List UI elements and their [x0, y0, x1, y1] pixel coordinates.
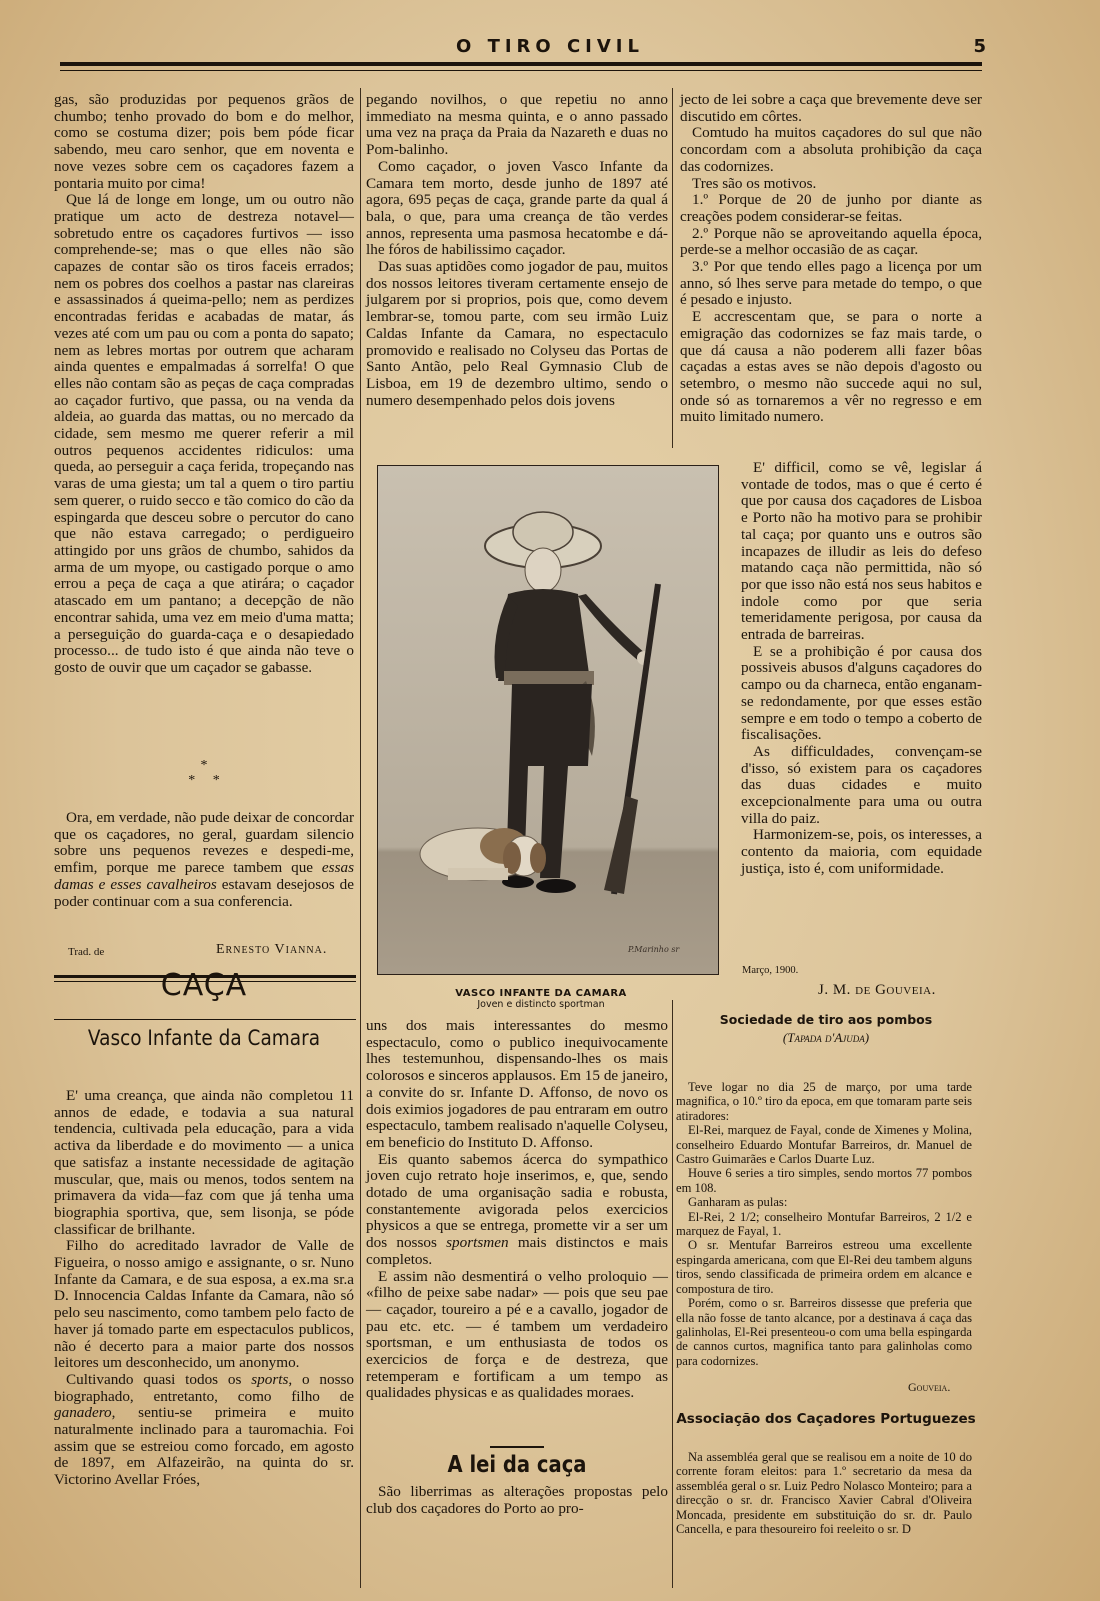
asterism: * * [188, 773, 220, 788]
paragraph: El-Rei, marquez de Fayal, conde de Ximenes y Molina, conselheiro Eduardo Montufar Barreiros, dr. Manuel de Castro Guimarães e Carlos Duarte Luz. [676, 1123, 972, 1167]
paragraph: Harmonizem-se, pois, os interesses, a contento da maioria, com equidade justiça, isto é, com uniformidade. [741, 826, 982, 877]
article-date: Março, 1900. [742, 965, 799, 976]
paragraph: O sr. Mentufar Barreiros estreou uma excellente espingarda americana, com que El-Rei deu tambem alguns tiros, sendo classificada de primeira ordem em alcance e compostura de tiro. [676, 1238, 972, 1296]
photo-caption [366, 988, 716, 1010]
italic-run: sportsmen [446, 1234, 509, 1252]
column-divider [360, 88, 361, 1588]
translator-name: Ernesto Vianna. [216, 942, 328, 957]
paragraph: Filho do acreditado lavrador de Valle de Figueira, o nosso amigo e assignante, o sr. Nuno Infante da Camara, e de sua esposa, a ex.ma sr.a D. Innocencia Caldas Infante da Camara, não só pelo seu nascimento, como tambem pelo facto de haver já tomado parte em espectaculos publicos, não é decerto para a maior parte dos nossos leitores um desconhecido, um anonymo. [54, 1237, 354, 1372]
paragraph [366, 1152, 668, 1269]
column-3-narrow-text [741, 460, 982, 878]
associacao-text [676, 1450, 972, 1536]
section-heading-caca: CAÇA [160, 968, 248, 1003]
page-title: O TIRO CIVIL [456, 36, 644, 57]
paragraph: Na assembléa geral que se realisou em a noite de 10 do corrente foram eleitos: para 1.º secretario da mesa da assembléa geral o sr. Luiz Pedro Nolasco Monteiro; para a direcção o sr. dr. Francisco Xavier Cabral d'Oliveira Moncada, presidente em substituição do sr. dr. Paulo Cancella, e para thesoureiro foi reeleito o sr. D [676, 1450, 972, 1537]
text-run: Cultivando quasi todos os [66, 1370, 252, 1388]
photo-signature: P.Marinho sr [628, 945, 680, 954]
paragraph: E assim não desmentirá o velho proloquio — «filho de peixe sabe nadar» — pois que seu pae — caçador, toureiro a pé e a cavallo, jogador de pau etc. etc. — é tambem um verdadeiro sportsman, e um enthusiasta de todos os exercicios de força e de destreza, que retemperam e fortificam a um tempo as qualidades physicas e as qualidades moraes. [366, 1267, 668, 1402]
translator-prefix: Trad. de [68, 946, 105, 958]
paragraph: E accrescentam que, se para o norte a emigração das codornizes se faz mais tarde, o que dá causa a não poderem alli fazer bôas caçadas a estas aves se não depois d'agosto ou setembro, o mesmo não succede aqui no sul, onde só as tornaremos a vêr no regresso e em muito limitado numero. [680, 308, 982, 426]
paragraph: jecto de lei sobre a caça que brevemente deve ser discutido em côrtes. [680, 91, 982, 125]
paragraph: uns dos mais interessantes do mesmo espectaculo, como o publico inequivocamente lhes testemunhou, dispensando-lhes os mais colorosos e sinceros applausos. Em 15 de janeiro, a convite do sr. Infante D. Affonso, de novo os dois eximios jogadores de pau entraram em outro espectaculo, tambem realisado n'aquelle Colyseu, em beneficio do Instituto D. Affonso. [366, 1017, 668, 1151]
text-run: , o nosso biographado, entretanto, como filho de [54, 1370, 354, 1405]
paragraph: 2.º Porque não se aproveitando aquella época, perde-se a melhor occasião de as caçar. [680, 224, 982, 259]
closing-paragraph [54, 810, 354, 910]
italic-run: ganadero [54, 1404, 112, 1422]
paragraph: Das suas aptidões como jogador de pau, muitos dos nossos leitores tiveram certamente ensejo de julgarem por si proprios, pois que, como devem lembrar-se, tomou parte, com seu irmão Luiz Caldas Infante da Camara, no espectaculo promovido e realisado no Colyseu das Portas de Santo Antão, pelo Real Gymnasio Club de Lisboa, em 19 de dezembro ultimo, sendo o numero desempenhado pelos dois jovens [366, 258, 668, 409]
paragraph: Como caçador, o joven Vasco Infante da Camara tem morto, desde junho de 1897 até agora, 695 peças de caça, grande parte da qual á bala, o que, para uma creança de tão verdes annos, representa uma pasmosa hecatombe e dá-lhe fóros de habilissimo caçador. [366, 157, 668, 259]
section-heading-lei: A lei da caça [447, 1452, 587, 1478]
portrait-photo [377, 465, 719, 975]
text-run: Eis quanto sabemos ácerca do sympathico joven cujo retrato hoje inserimos, e, que, sendo dotado de uma organisação sadia e robusta, constantemente avigorada pelos exercicios physicos a que se entrega, promette vir a ser um dos nossos [366, 1150, 668, 1252]
paragraph: E se a prohibição é por causa dos possiveis abusos d'alguns caçadores do campo ou da charneca, então enganam-se redondamente, por que esses estão sempre e em todo o tempo a coberto de fiscalisações. [741, 642, 982, 744]
sociedade-signature: Gouveia. [908, 1380, 951, 1394]
closing-text-end: estavam desejosos de poder continuar com a sua conferencia. [54, 875, 354, 910]
column-2-text [366, 92, 668, 409]
page-number: 5 [973, 36, 986, 57]
portrait-illustration [378, 466, 718, 974]
paragraph [54, 1372, 354, 1489]
article-title: Vasco Infante da Camara [87, 1026, 321, 1050]
paragraph: Ganharam as pulas: [688, 1195, 788, 1210]
heading-rule [54, 1019, 356, 1020]
sociedade-text [676, 1080, 972, 1368]
paragraph: São liberrimas as alterações propostas pelo club dos caçadores do Porto ao pro- [366, 1483, 668, 1517]
paragraph: 1.º Porque de 20 de junho por diante as creações podem considerar-se feitas. [680, 191, 982, 225]
paragraph: E' uma creança, que ainda não completou 11 annos de edade, e todavia a sua natural tendencia, cultivada pela educação, para a vida activa da liberdade e do movimento — a unica que satisfaz a instante necessidade de agitação muscular, que, mais ou menos, todos sentem na primavera da vida—faz com que já tenha uma biographia sportiva, que, sem lisonja, se póde classificar de brilhante. [54, 1087, 354, 1238]
paragraph: Tres são os motivos. [692, 174, 817, 192]
column-divider [672, 1000, 673, 1588]
header-rule-thin [60, 70, 982, 71]
section-heading-associacao: Associação dos Caçadores Portuguezes [676, 1411, 976, 1427]
caption-subtitle: Joven e distincto sportman [477, 999, 605, 1010]
column-2-continued [366, 1018, 668, 1402]
caca-article-text [54, 1088, 354, 1489]
paragraph: pegando novilhos, o que repetiu no anno immediato na mesma quinta, e o anno passado uma vez na praça da Praia da Nazareth e duas no Pom-balinho. [366, 91, 668, 159]
paragraph: Comtudo ha muitos caçadores do sul que não concordam com a absoluta prohibição da caça das codornizes. [680, 124, 982, 175]
paragraph: E' difficil, como se vê, legislar á vontade de todos, mas o que é certo é que por causa dos caçadores de Lisboa e Porto não ha motivo para se prohibir tal caça; por quanto uns e outros são incapazes de illudir as leis do defeso matando caça não permittida, não só por que isso não está nos seus habitos e indole como por que seria temeridamente perigosa, por causa da entrada de barreiras. [741, 459, 982, 644]
section-heading-sociedade: Sociedade de tiro aos pombos [719, 1012, 933, 1027]
paragraph: As difficuldades, convençam-se d'isso, só existem para os caçadores das duas cidades e muito excepcionalmente para uma ou outra villa do paiz. [741, 742, 982, 827]
paragraph: Que lá de longe em longe, um ou outro não pratique um acto de destreza notavel— sobretudo entre os caçadores furtivos — isso comprehende-se; mas o que elles não são capazes de contar são os tiros faceis errados; nem os pobres dos coelhos a pastar nas clareiras e assassinados á queima-pello; nem as perdizes encontradas feridas e acabadas de matar, ás vezes até com um pau ou com a ponta do sapato; nem as lebres mortas por outrem que acharam ainda quentes e empalmadas á sorrelfa! O que elles não contam são as peças de caça compradas ao caçador furtivo, que passa, ou na venda da aldeia, ao guarda das mattas, ou no mercado da cidade, sem mesmo me querer referir a mil outros pequenos accidentes ridiculos: uma queda, ao perseguir a caça ferida, tropeçando nas varas de uma giesta; um tal a quem o tiro partiu sem querer, o ruido secco e tão comico do cão da espingarda que desceu sobre o percutor do cano que não estava carregado; o perdigueiro attingido por uns grãos de chumbo, sahidos da arma de um myope, ou castigado porque o amo errou a peça de caça a que atirára; o caçador atascado em um pantano; a decepção de não encontrar sahida, uma vez em meio d'uma matta; a perseguição do guarda-caça e o desapiedado processo... de tudo isto é que ainda não teve o gosto de ouvir que um caçador se gabasse. [54, 191, 354, 676]
header-rule [60, 62, 982, 66]
asterism: * [200, 758, 208, 773]
column-1-text [54, 92, 354, 677]
italic-run: sports [251, 1370, 289, 1388]
paragraph: Houve 6 series a tiro simples, sendo mortos 77 pombos em 108. [676, 1166, 972, 1195]
caption-title: VASCO INFANTE DA CAMARA [455, 988, 627, 999]
paragraph: El-Rei, 2 1/2; conselheiro Montufar Barreiros, 2 1/2 e marquez de Fayal, 1. [676, 1209, 972, 1239]
article-signature: J. M. de Gouveia. [818, 982, 936, 998]
column-divider [672, 88, 673, 448]
paragraph: Porém, como o sr. Barreiros dissesse que preferia que ella não fosse de tanto alcance, por a destinava á caça das galinholas, El-Rei presenteou-o com uma bella espingarda de cannos curtos, magnifica tanto para galinholas como para codornizes. [676, 1296, 972, 1368]
paragraph: gas, são produzidas por pequenos grãos de chumbo; tenho provado do bom e do melhor, como se costuma dizer; pois bem póde ficar sabendo, meu caro senhor, que em noventa e nove vezes sobre cem os caçadores fazem a pontaria muito por cima! [54, 91, 354, 192]
closing-text: Ora, em verdade, não pude deixar de concordar que os caçadores, no geral, guardam silencio sobre uns pequenos revezes e despedi-me, emfim, porque me parece tambem que [54, 809, 354, 877]
column-3-text [680, 92, 982, 426]
text-run: mais distinctos e mais completos. [366, 1234, 668, 1268]
closing-italic: essas damas e esses cavalheiros [54, 859, 354, 893]
section-subheading: (Tapada d'Ajuda) [782, 1030, 870, 1045]
lei-text [366, 1484, 668, 1517]
section-rule [490, 1446, 544, 1448]
paragraph: Teve logar no dia 25 de março, por uma tarde magnifica, o 10.º tiro da epoca, em que tomaram parte seis atiradores: [676, 1080, 972, 1123]
paragraph: 3.º Por que tendo elles pago a licença por um anno, só lhes serve para metade do tempo, o que é pesado e injusto. [680, 258, 982, 309]
text-run: , sentiu-se primeira e muito naturalmente inclinado para a tauromachia. Foi assim que se estreiou como forcado, em agosto de 1897, em Alfazeirão, na quinta do sr. Victorino Avellar Fróes, [54, 1404, 354, 1489]
